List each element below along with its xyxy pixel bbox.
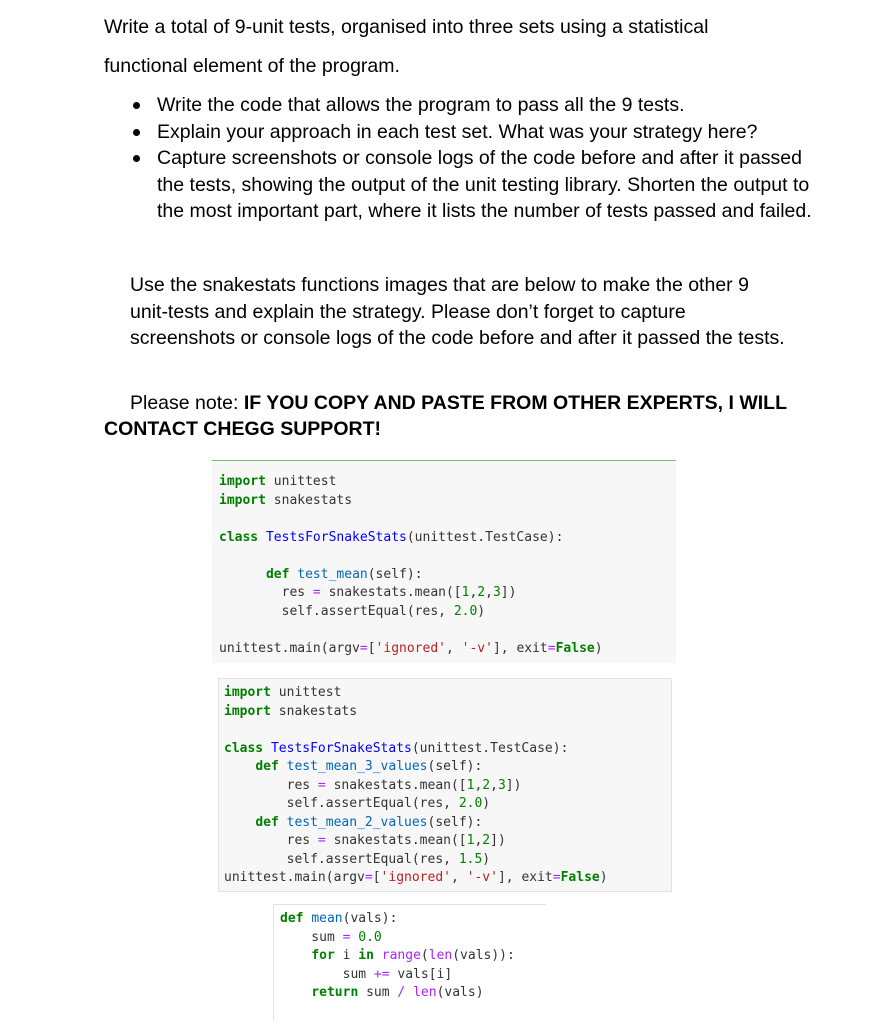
code-line: res = snakestats.mean([1,2]) bbox=[224, 833, 506, 848]
code-line: import unittest bbox=[224, 685, 342, 700]
intro-line-1: Write a total of 9-unit tests, organised into three sets using a statistical bbox=[104, 16, 709, 38]
code-line: res = snakestats.mean([1,2,3]) bbox=[224, 777, 522, 793]
list-item bbox=[157, 92, 817, 119]
code-line: res = snakestats.mean([1,2,3]) bbox=[219, 585, 517, 600]
list-item-text: Capture screenshots or console logs of the code before and after it passed the tests, showing the output of the unit testing library. Shorten the output to the most important part, where it lists the number of tests passed and failed. bbox=[157, 147, 812, 222]
code-line: return sum / len(vals) bbox=[311, 985, 484, 1000]
code-line: class TestsForSnakeStats(unittest.TestCase): bbox=[224, 740, 569, 756]
bullet-icon bbox=[133, 102, 140, 109]
code-line: import snakestats bbox=[219, 492, 353, 508]
code-block bbox=[280, 910, 515, 1003]
instruction-paragraph: Use the snakestats functions images that are below to make the other 9 unit-tests and explain the strategy. Please don’t forget to capture screenshots or console logs of the code before and after it passed the tests. bbox=[130, 274, 785, 349]
bullet-icon bbox=[133, 155, 140, 162]
code-line: for i in range(len(vals)): bbox=[311, 948, 515, 963]
code-line: unittest.main(argv=['ignored', '-v'], exit=False) bbox=[224, 870, 608, 885]
code-line bbox=[224, 721, 608, 740]
code-line: self.assertEqual(res, 2.0) bbox=[219, 603, 486, 619]
list-item bbox=[157, 145, 817, 225]
code-line: def test_mean(self): bbox=[265, 566, 423, 582]
note-warning-1: IF YOU COPY AND PASTE FROM OTHER EXPERTS, I WILL bbox=[243, 392, 787, 414]
code-line: class TestsForSnakeStats(unittest.TestCase): bbox=[219, 529, 564, 545]
code-screenshot-2 bbox=[218, 678, 672, 892]
code-line: sum += vals[i] bbox=[280, 966, 453, 982]
intro-line-2: functional element of the program. bbox=[104, 55, 400, 77]
code-screenshot-1 bbox=[212, 460, 676, 663]
code-line bbox=[219, 510, 603, 529]
code-line bbox=[219, 547, 603, 566]
code-line: sum = 0.0 bbox=[280, 929, 382, 945]
code-line: def test_mean_2_values(self): bbox=[255, 814, 483, 830]
requirements-list bbox=[157, 92, 817, 225]
note-line-1 bbox=[130, 390, 787, 416]
code-line: self.assertEqual(res, 2.0) bbox=[224, 796, 491, 811]
code-line: def test_mean_3_values(self): bbox=[255, 759, 483, 774]
note-prefix: Please note: bbox=[130, 392, 244, 414]
code-line: def mean(vals): bbox=[280, 911, 398, 926]
note-line-2 bbox=[104, 416, 381, 442]
code-line bbox=[219, 621, 603, 640]
code-block bbox=[219, 473, 603, 658]
code-block bbox=[224, 684, 608, 888]
code-line: unittest.main(argv=['ignored', '-v'], exit=False) bbox=[219, 640, 603, 656]
note-warning-2: CONTACT CHEGG SUPPORT! bbox=[104, 418, 381, 440]
bullet-icon bbox=[133, 129, 140, 136]
list-item-text: Explain your approach in each test set. What was your strategy here? bbox=[157, 120, 758, 143]
list-item-text: Write the code that allows the program to pass all the 9 tests. bbox=[157, 94, 685, 116]
code-line: import snakestats bbox=[224, 703, 358, 719]
list-item bbox=[157, 119, 817, 146]
code-screenshot-3 bbox=[273, 904, 546, 1020]
code-line: self.assertEqual(res, 1.5) bbox=[224, 851, 491, 867]
code-line: import unittest bbox=[219, 474, 337, 489]
